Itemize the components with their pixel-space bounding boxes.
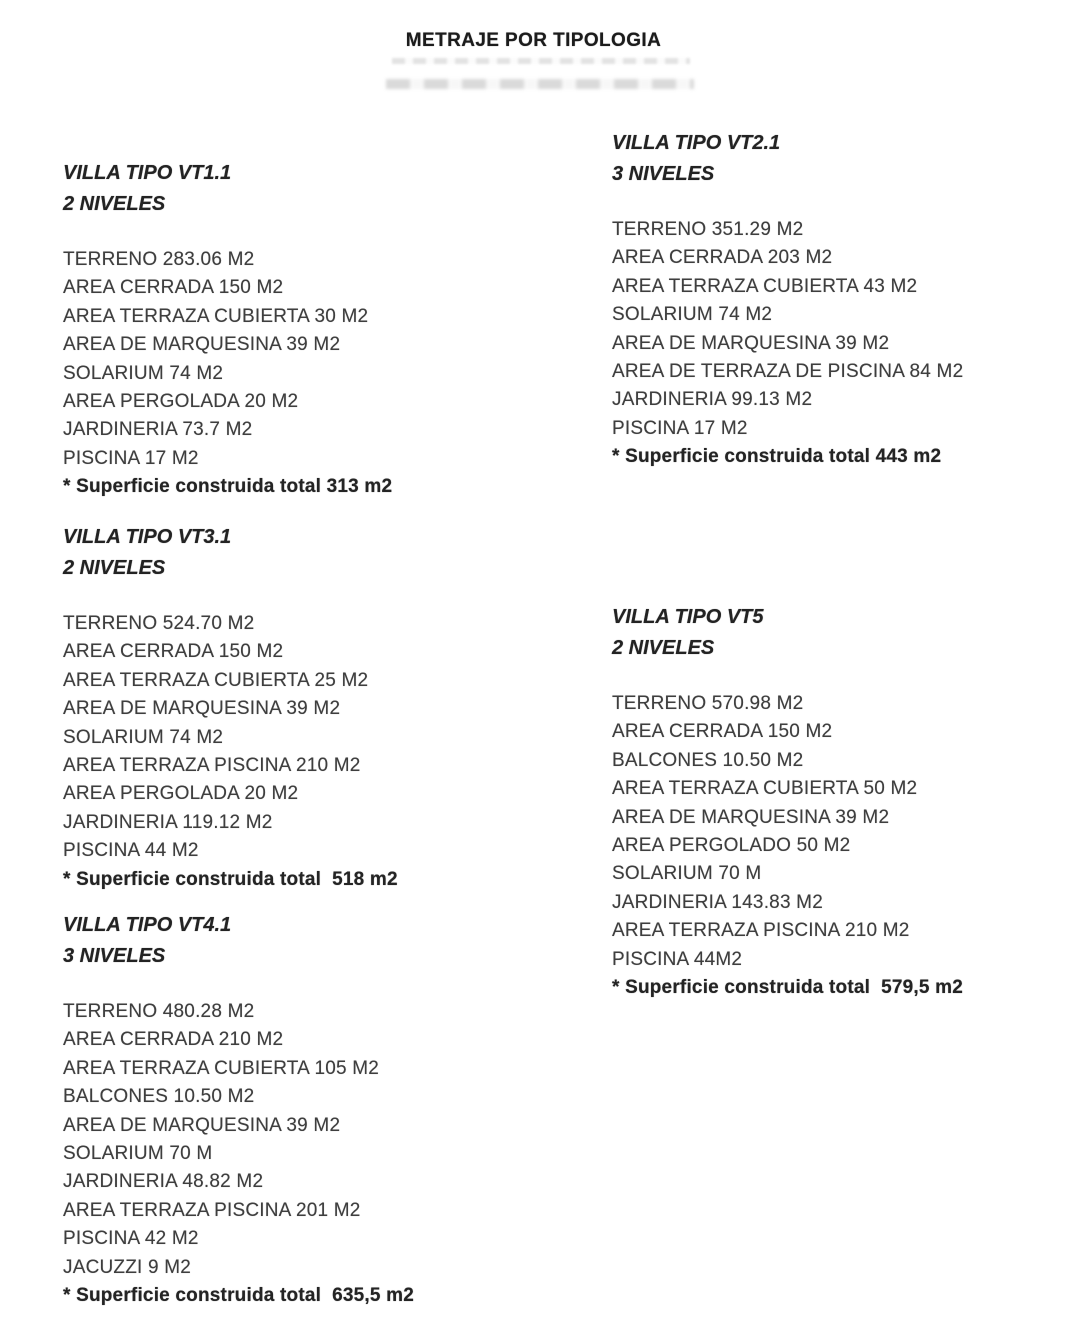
measure-line: JARDINERIA 99.13 M2 [612, 389, 813, 411]
measure-line: AREA PERGOLADA 20 M2 [63, 783, 299, 805]
measure-line: PISCINA 42 M2 [63, 1228, 199, 1250]
total-line-vt4-1: * Superficie construida total 635,5 m2 [63, 1285, 414, 1307]
villa-levels-vt3-1: 2 NIVELES [63, 557, 166, 579]
measure-line: JARDINERIA 143.83 M2 [612, 891, 823, 913]
measure-line: TERRENO 480.28 M2 [63, 1001, 255, 1022]
measure-line: AREA PERGOLADA 20 M2 [63, 391, 299, 413]
measure-list-vt1-1 [63, 246, 563, 502]
measure-line: AREA CERRADA 203 M2 [612, 247, 833, 269]
villa-title-vt3-1: VILLA TIPO VT3.1 [63, 526, 232, 548]
villa-block-vt4-1 [63, 910, 563, 1310]
measure-line: AREA DE MARQUESINA 39 M2 [612, 806, 890, 828]
total-line-vt5: * Superficie construida total 579,5 m2 [612, 977, 963, 999]
villa-block-vt5 [612, 602, 1052, 1002]
measure-line: AREA DE MARQUESINA 39 M2 [63, 1114, 341, 1136]
measure-line: AREA DE TERRAZA DE PISCINA 84 M2 [612, 361, 964, 383]
measure-line: AREA TERRAZA CUBIERTA 30 M2 [63, 305, 369, 327]
villa-title-vt5: VILLA TIPO VT5 [612, 606, 764, 628]
measure-line: AREA PERGOLADO 50 M2 [612, 835, 851, 857]
measure-list-vt5 [612, 690, 1052, 1002]
villa-levels-vt2-1: 3 NIVELES [612, 163, 715, 185]
measure-line: AREA TERRAZA CUBIERTA 105 M2 [63, 1057, 380, 1079]
measure-line: AREA TERRAZA CUBIERTA 25 M2 [63, 669, 369, 691]
villa-levels-vt5: 2 NIVELES [612, 637, 715, 659]
measure-line: TERRENO 524.70 M2 [63, 613, 255, 634]
villa-title-vt4-1: VILLA TIPO VT4.1 [63, 914, 232, 936]
measure-line: AREA TERRAZA CUBIERTA 50 M2 [612, 778, 918, 800]
measure-line: AREA DE MARQUESINA 39 M2 [612, 332, 890, 354]
villa-levels-vt1-1: 2 NIVELES [63, 193, 166, 215]
measure-line: SOLARIUM 74 M2 [63, 362, 224, 384]
measure-line: JARDINERIA 119.12 M2 [63, 811, 273, 833]
measure-line: PISCINA 17 M2 [63, 447, 199, 469]
total-line-vt3-1: * Superficie construida total 518 m2 [63, 868, 398, 890]
measure-list-vt4-1 [63, 998, 563, 1310]
measure-line: AREA CERRADA 210 M2 [63, 1029, 284, 1051]
villa-levels-vt4-1: 3 NIVELES [63, 945, 166, 967]
villa-block-vt3-1 [63, 522, 563, 894]
faded-text-artifact-1 [392, 58, 690, 64]
measure-line: TERRENO 283.06 M2 [63, 249, 255, 270]
measure-line: AREA DE MARQUESINA 39 M2 [63, 334, 341, 356]
measure-line: AREA TERRAZA CUBIERTA 43 M2 [612, 275, 918, 297]
measure-line: AREA CERRADA 150 M2 [612, 721, 833, 743]
measure-line: TERRENO 570.98 M2 [612, 693, 804, 714]
measure-line: BALCONES 10.50 M2 [63, 1086, 255, 1108]
page-title: METRAJE POR TIPOLOGIA [405, 30, 662, 51]
measure-line: PISCINA 44M2 [612, 948, 743, 970]
measure-line: SOLARIUM 70 M [612, 863, 762, 885]
faded-text-artifact-2 [386, 79, 694, 89]
measure-line: AREA DE MARQUESINA 39 M2 [63, 698, 341, 720]
total-line-vt2-1: * Superficie construida total 443 m2 [612, 446, 942, 468]
measure-line: AREA TERRAZA PISCINA 210 M2 [63, 755, 361, 777]
measure-line: AREA CERRADA 150 M2 [63, 641, 284, 663]
measure-line: SOLARIUM 74 M2 [63, 726, 224, 748]
villa-title-vt1-1: VILLA TIPO VT1.1 [63, 162, 232, 184]
measure-line: JARDINERIA 73.7 M2 [63, 419, 253, 441]
villa-block-vt2-1 [612, 128, 1052, 472]
measure-line: AREA CERRADA 150 M2 [63, 277, 284, 299]
measure-line: PISCINA 17 M2 [612, 417, 748, 439]
measure-line: SOLARIUM 70 M [63, 1143, 213, 1165]
total-line-vt1-1: * Superficie construida total 313 m2 [63, 476, 393, 498]
measure-line: JARDINERIA 48.82 M2 [63, 1171, 264, 1193]
measure-list-vt3-1 [63, 610, 563, 894]
measure-list-vt2-1 [612, 216, 1052, 472]
villa-block-vt1-1 [63, 158, 563, 502]
measure-line: AREA TERRAZA PISCINA 201 M2 [63, 1199, 361, 1221]
measure-line: AREA TERRAZA PISCINA 210 M2 [612, 920, 910, 942]
measure-line: JACUZZI 9 M2 [63, 1256, 192, 1278]
measure-line: SOLARIUM 74 M2 [612, 304, 773, 326]
villa-title-vt2-1: VILLA TIPO VT2.1 [612, 132, 781, 154]
measure-line: PISCINA 44 M2 [63, 840, 199, 862]
measure-line: BALCONES 10.50 M2 [612, 749, 804, 771]
measure-line: TERRENO 351.29 M2 [612, 219, 804, 240]
